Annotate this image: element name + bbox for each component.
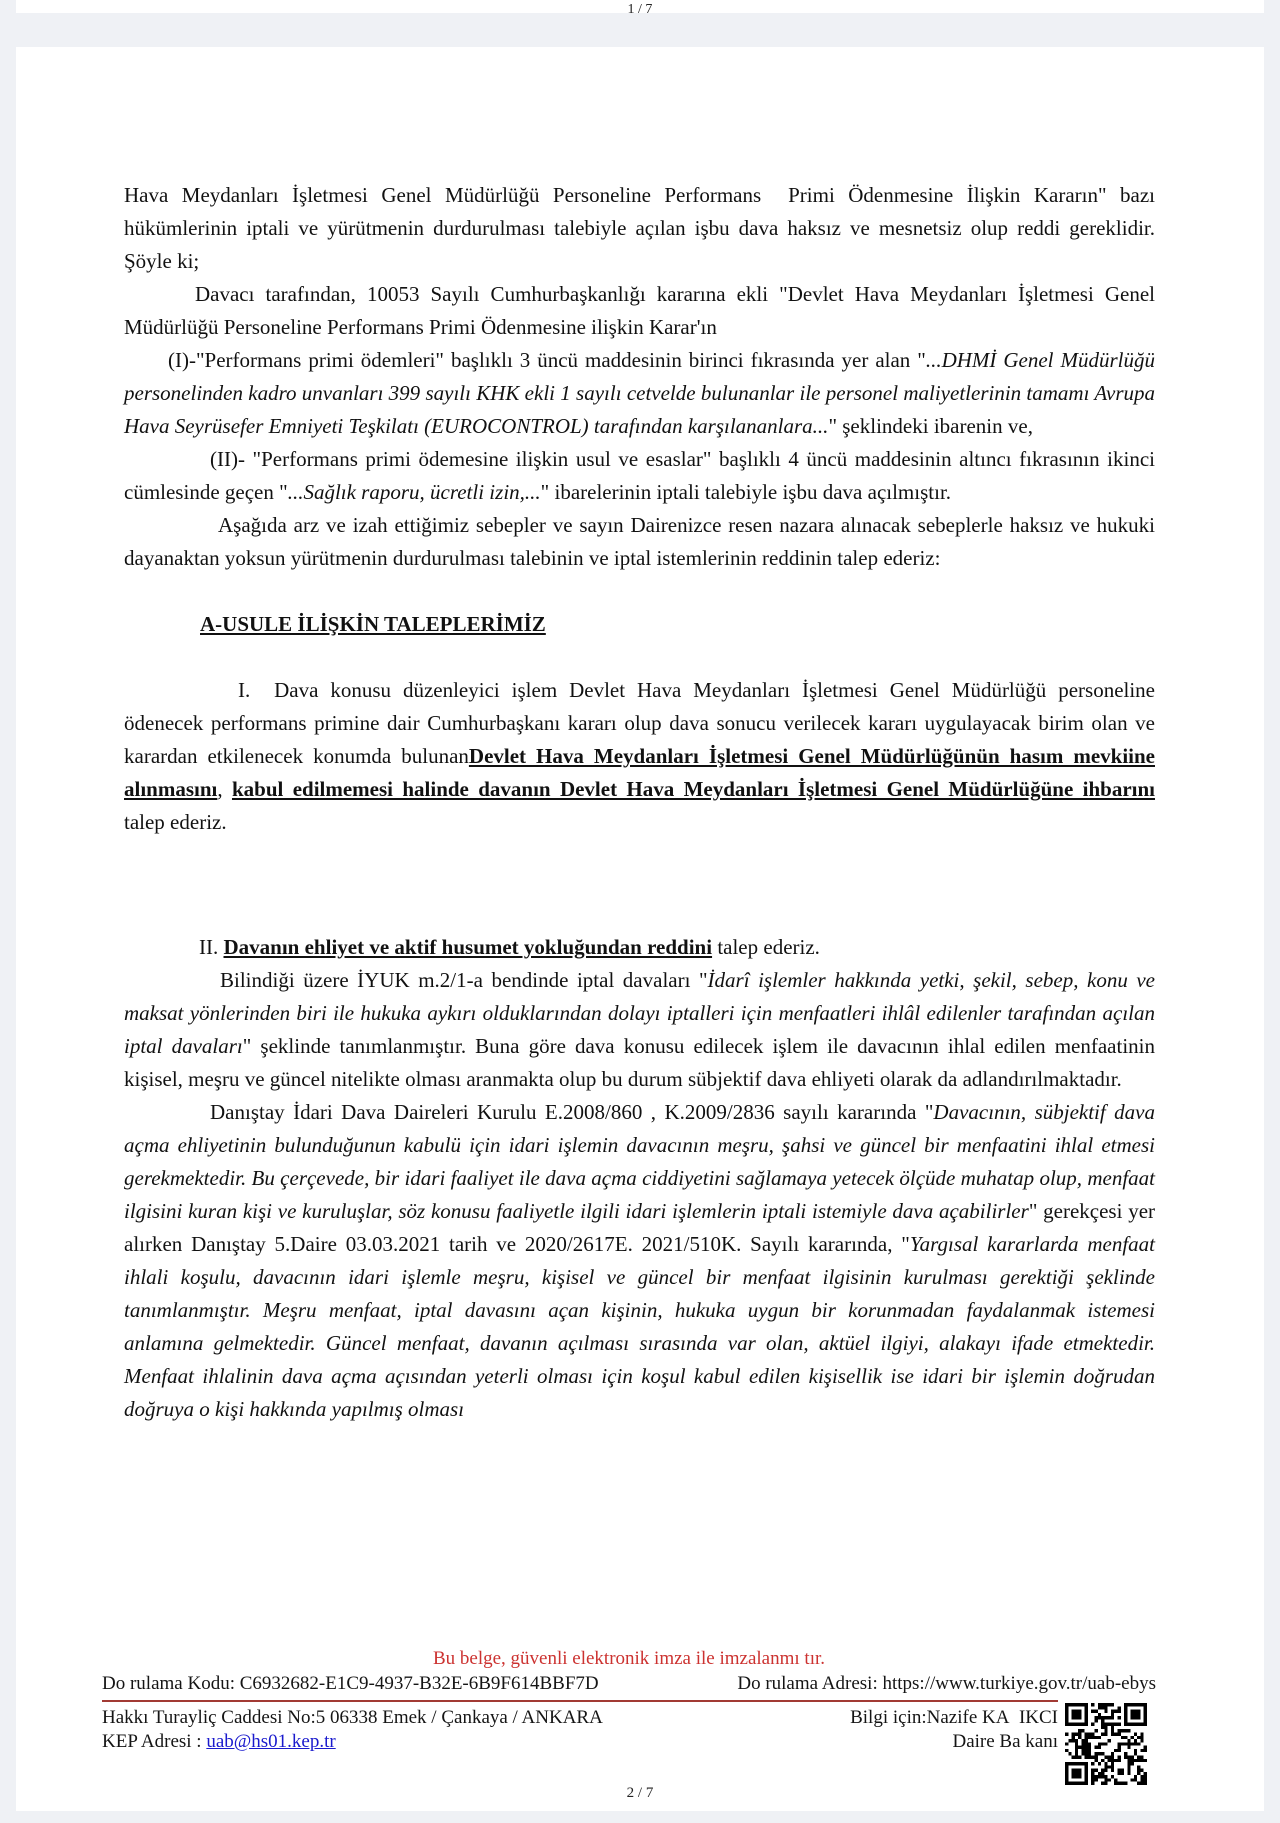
text-run: Yargısal kararlarda menfaat ihlali koşulu, davacının idari işlemle meşru, kişisel ve güncel bir menfaat ilgisinin kurulması gerektiği şeklinde tanımlanmıştır. Meşru menfaat, iptal davasını açan kişinin, hukuka uygun bir korunmadan faydalanmak istemesi anlamına gelmektedir. Güncel menfaat, davanın açılması sırasında var olan, aktüel ilgiyi, alakayı ifade etmektedir. Menfaat ihlalinin dava açma açısından yeterli olması için koşul kabul edilen kişisellik ise idari bir işlemin doğrudan doğruya o kişi hakkında yapılmış olması bbox=[124, 1232, 1155, 1421]
previous-page-bottom-strip bbox=[16, 0, 1264, 13]
text-run: (I)-"Performans primi ödemleri" başlıklı 3 üncü maddesinin birinci fıkrasında yer alan " bbox=[168, 348, 926, 372]
document-body bbox=[16, 47, 1264, 1426]
document-footer bbox=[102, 1647, 1156, 1754]
text-run: Davanın ehliyet ve aktif husumet yokluğundan reddini bbox=[223, 935, 713, 959]
signature-note: Bu belge, güvenli elektronik imza ile imzalanmı tır. bbox=[432, 1648, 826, 1669]
verification-address: Do rulama Adresi: https://www.turkiye.gov.tr/uab-ebys bbox=[737, 1673, 1156, 1694]
text-run: İdarî işlemler hakkında yetki, şekil, sebep, konu ve maksat yönlerinden biri ile hukuka aykırı olduklarından dolayı iptalleri için menfaatleri ihlâl edilenler tarafından açılan iptal davaları bbox=[124, 968, 1155, 1058]
talep-I-paragraph bbox=[124, 674, 1155, 839]
text-run: " şeklinde tanımlanmıştır. Buna göre dava konusu edilecek işlem ile davacının ihlal edilen menfaatinin kişisel, meşru ve güncel nitelikte olması aranmakta olup bu durum sübjektif dava ehliyeti olarak da adlandırılmaktadır. bbox=[124, 1034, 1155, 1091]
qr-code-icon bbox=[1065, 1703, 1147, 1785]
text-run: Devlet Hava Meydanları İşletmesi Genel Müdürlüğünün hasım mevkiine alınmasını bbox=[124, 744, 1155, 801]
text-run: I. Dava konusu düzenleyici işlem Devlet Hava Meydanları İşletmesi Genel Müdürlüğü personeline ödenecek performans primine dair Cumhurbaşkanı kararı olup dava sonucu verilecek kararı uygulayacak birim olan ve karardan etkilenecek konumda bulunan bbox=[124, 678, 1155, 768]
text-run: Aşağıda arz ve izah ettiğimiz sebepler ve sayın Dairenizce resen nazara alınacak sebeplerle haksız ve hukuki dayanaktan yoksun yürütmenin durdurulması talebinin ve iptal istemlerinin reddinin talep ederiz: bbox=[124, 513, 1155, 570]
footer-separator-line bbox=[102, 1700, 1058, 1702]
contact-info: Bilgi için:Nazife KA IKCI bbox=[850, 1707, 1058, 1728]
madde-I-paragraph bbox=[124, 344, 1155, 443]
kep-label: KEP Adresi : bbox=[102, 1731, 207, 1752]
text-run: " ibarelerinin iptali talebiyle işbu dava açılmıştır. bbox=[540, 480, 952, 504]
street-address: Hakkı Turayliç Caddesi No:5 06338 Emek / Çankaya / ANKARA bbox=[102, 1707, 603, 1728]
text-run: talep ederiz. bbox=[712, 935, 820, 959]
document-page bbox=[16, 47, 1264, 1811]
text-run: , bbox=[217, 777, 232, 801]
text-run: Davacının, sübjektif dava açma ehliyetinin bulunduğunun kabulü için idari işlemin davacının meşru, şahsi ve güncel bir menfaatini ihlal etmesi gerekmektedir. Bu çerçevede, bir idari faaliyet ile dava açma ciddiyetini sağlamaya yetecek ölçüde muhatap olup, menfaat ilgisini kuran kişi ve kuruluşlar, söz konusu faaliyetle ilgili idari işlemlerin iptali istemiyle dava açabilirler bbox=[124, 1100, 1155, 1223]
intro-paragraph bbox=[124, 179, 1155, 278]
text-run: Bilindiği üzere İYUK m.2/1-a bendinde iptal davaları " bbox=[220, 968, 708, 992]
page-number-top: 1 / 7 bbox=[627, 2, 653, 13]
text-run: ...Sağlık raporu, ücretli izin,... bbox=[287, 480, 541, 504]
kep-email-link[interactable]: uab@hs01.kep.tr bbox=[206, 1731, 336, 1752]
page-number-bottom: 2 / 7 bbox=[626, 1785, 654, 1801]
text-run: " şeklindeki ibarenin ve, bbox=[828, 414, 1033, 438]
text-run: " gerekçesi yer alırken Danıştay 5.Daire 03.03.2021 tarih ve 2020/2617E. 2021/510K. Sayılı kararında, " bbox=[124, 1199, 1156, 1256]
text-run: II. bbox=[199, 935, 224, 959]
text-run: ...DHMİ Genel Müdürlüğü personelinden kadro unvanları 399 sayılı KHK ekli 1 sayılı cetvelde bulunanlar ile personel maliyetlerinin tamamı Avrupa Hava Seyrüsefer Emniyeti Teşkilatı (EUROCONTROL) tarafından karşılananlara... bbox=[124, 348, 1155, 438]
text-run: A-USULE İLİŞKİN TALEPLERİMİZ bbox=[200, 612, 546, 636]
bilindigi-paragraph bbox=[124, 964, 1155, 1096]
danistay-paragraph bbox=[124, 1096, 1155, 1426]
footer-left-column bbox=[102, 1706, 603, 1754]
verification-code: Do rulama Kodu: C6932682-E1C9-4937-B32E-6B9F614BBF7D bbox=[102, 1673, 599, 1694]
asagida-paragraph bbox=[124, 509, 1155, 575]
davaci-paragraph bbox=[124, 278, 1155, 344]
text-run: kabul edilmemesi halinde davanın Devlet Hava Meydanları İşletmesi Genel Müdürlüğüne ihbarını bbox=[231, 777, 1156, 801]
text-run: Hava Meydanları İşletmesi Genel Müdürlüğü Personeline Performans Primi Ödenmesine İlişkin Kararın" bazı hükümlerinin iptali ve yürütmenin durdurulması talebiyle açılan işbu dava haksız ve mesnetsiz olup reddi gereklidir. Şöyle ki; bbox=[124, 183, 1155, 273]
text-run: Danıştay İdari Dava Daireleri Kurulu E.2008/860 , K.2009/2836 sayılı kararında " bbox=[210, 1100, 934, 1124]
text-run: (II)- "Performans primi ödemesine ilişkin usul ve esaslar" başlıklı 4 üncü maddesinin altıncı fıkrasının ikinci cümlesinde geçen " bbox=[124, 447, 1155, 504]
footer-columns bbox=[102, 1706, 1156, 1754]
text-run: Davacı tarafından, 10053 Sayılı Cumhurbaşkanlığı kararına ekli "Devlet Hava Meydanları İşletmesi Genel Müdürlüğü Personeline Performans Primi Ödenmesine ilişkin Karar'ın bbox=[124, 282, 1155, 339]
verification-row bbox=[102, 1671, 1156, 1697]
section-heading-usule-iliskin bbox=[124, 608, 1155, 641]
madde-II-paragraph bbox=[124, 443, 1155, 509]
text-run: talep ederiz. bbox=[124, 810, 227, 834]
kep-address-row bbox=[102, 1730, 603, 1754]
contact-title: Daire Ba kanı bbox=[952, 1731, 1058, 1752]
talep-II-paragraph bbox=[124, 931, 1155, 964]
footer-right-column bbox=[850, 1706, 1058, 1754]
